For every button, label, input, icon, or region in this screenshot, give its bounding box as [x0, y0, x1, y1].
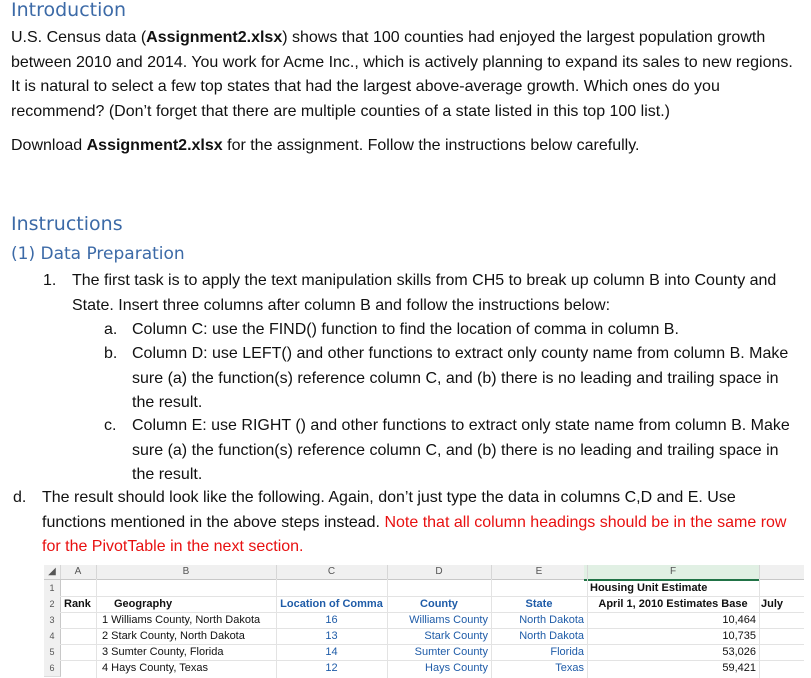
cell-county: Williams County: [409, 614, 488, 626]
sub-b-text: Column D: use LEFT() and other functions to extract only county name from column B. Make sure (a) the function(s) reference column C, and (b) there is no leading and trailing space in the result.: [132, 345, 789, 411]
header-county: County: [420, 598, 458, 610]
download-paragraph: [11, 134, 806, 159]
cell-estimate: 53,026: [722, 646, 756, 658]
instructions-heading: Instructions: [11, 213, 123, 235]
download-text-c: for the assignment. Follow the instructions below carefully.: [222, 137, 640, 154]
row-number-5: 5: [44, 644, 61, 661]
row-number-2: 2: [44, 596, 61, 613]
column-D: D: [387, 565, 492, 579]
cell-state: North Dakota: [519, 614, 584, 626]
grid-line: [96, 579, 97, 678]
cell-estimate: 10,464: [722, 614, 756, 626]
intro-text-c: ) shows that 100 counties had enjoyed the largest population growth between 2010 and 2014. You work for Acme Inc., which is actively planning to expand its sales to new regions. It is natural to select a few top states that had the largest above-average growth. Which ones do you recommend? (Don’t forget that there are multiple counties of a state listed in this top 100 list.): [11, 29, 793, 120]
data-prep-heading: (1) Data Preparation: [11, 244, 185, 264]
column-B: B: [96, 565, 277, 579]
column-F: F: [587, 565, 760, 579]
header-estimate: April 1, 2010 Estimates Base: [598, 598, 748, 610]
row-number-4: 4: [44, 628, 61, 645]
sub-a-number: a.: [104, 321, 118, 338]
cell-estimate: 10,735: [722, 630, 756, 642]
cell-location: 12: [325, 662, 338, 674]
header-location: Location of Comma: [280, 598, 383, 610]
intro-filename: Assignment2.xlsx: [146, 29, 283, 46]
column-A: A: [60, 565, 97, 579]
cell-location: 14: [325, 646, 338, 658]
header-geography: Geography: [114, 598, 173, 610]
header-state: State: [525, 598, 553, 610]
cell-county: Sumter County: [414, 646, 488, 658]
cell-geography: 3 Sumter County, Florida: [102, 646, 224, 658]
sub-c-number: c.: [104, 417, 117, 434]
cell-geography: 1 Williams County, North Dakota: [102, 614, 261, 626]
row-number-6: 6: [44, 660, 61, 677]
item-d-number: d.: [13, 489, 27, 506]
sub-b-number: b.: [104, 345, 118, 362]
item-d-note: Note that all column headings should be in the same row for the PivotTable in the next section.: [42, 513, 787, 555]
cell-location: 16: [325, 614, 338, 626]
intro-paragraph: [11, 26, 806, 124]
spreadsheet-screenshot: [44, 565, 804, 678]
cell-state: North Dakota: [519, 630, 584, 642]
cell-location: 13: [325, 630, 338, 642]
download-filename: Assignment2.xlsx: [86, 137, 223, 154]
cell-state: Texas: [555, 662, 584, 674]
cell-county: Hays County: [425, 662, 488, 674]
intro-text-a: U.S. Census data (: [11, 29, 147, 46]
cell-F1: Housing Unit Estimate: [590, 582, 708, 594]
item1-number: 1.: [43, 272, 57, 289]
sub-a-text: Column C: use the FIND() function to find the location of comma in column B.: [132, 321, 679, 338]
header-july: July: [761, 598, 784, 610]
item1-text: The first task is to apply the text manipulation skills from CH5 to break up column B into County and State. Insert three columns after column B and follow the instructions below:: [72, 272, 777, 314]
corner-cell: ◢: [44, 565, 61, 579]
column-C: C: [276, 565, 388, 579]
cell-estimate: 59,421: [722, 662, 756, 674]
item-d-text: [42, 486, 804, 560]
sub-c-text: Column E: use RIGHT () and other functions to extract only state name from column B. Make sure (a) the function(s) reference column C, and (b) there is no leading and trailing space in the result.: [132, 417, 790, 483]
header-rank: Rank: [64, 598, 91, 610]
cell-state: Florida: [550, 646, 584, 658]
cell-geography: 2 Stark County, North Dakota: [102, 630, 245, 642]
column-E: E: [491, 565, 588, 579]
cell-geography: 4 Hays County, Texas: [102, 662, 208, 674]
cell-county: Stark County: [424, 630, 488, 642]
row-number-1: 1: [44, 580, 61, 597]
intro-heading: Introduction: [11, 0, 127, 21]
row-number-3: 3: [44, 612, 61, 629]
download-text-a: Download: [11, 137, 87, 154]
item-d-plain: The result should look like the following. Again, don’t just type the data in columns C,D and E. Use functions mentioned in the above steps instead.: [42, 489, 736, 531]
